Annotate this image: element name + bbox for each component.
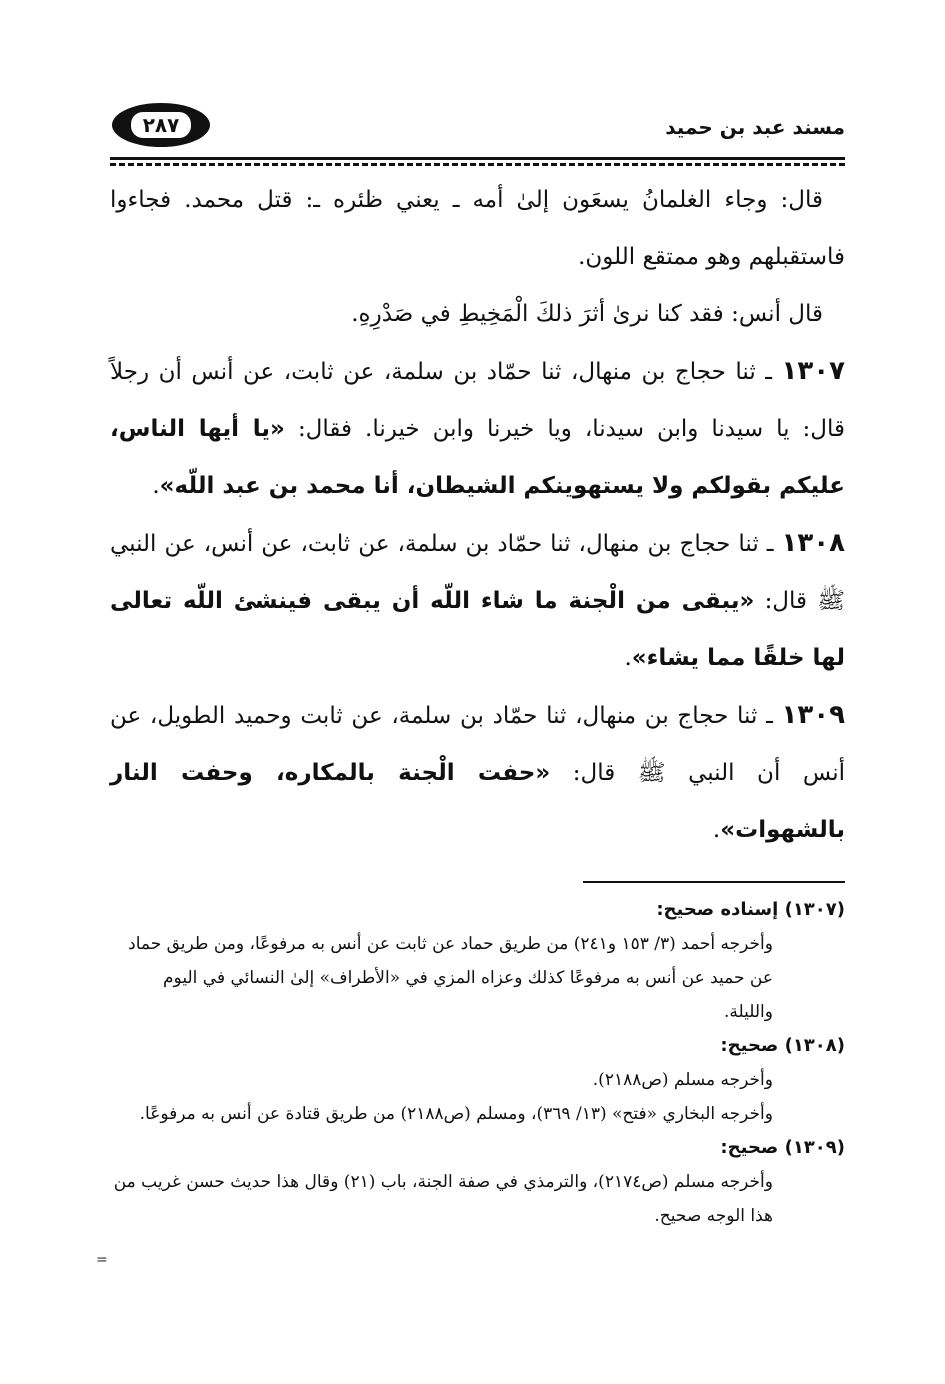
footnote-line: وأخرجه البخاري «فتح» (١٣/ ٣٦٩)، ومسلم (ص٢١٨٨) من طريق قتادة عن أنس به مرفوعًا. [139,1104,773,1124]
hadith-end: . [712,817,721,843]
hadith-end: . [624,645,632,671]
footnote-heading: (١٣٠٩) صحيح: [720,1137,845,1158]
hadith-quote: «حفت الْجنة بالمكاره، وحفت النار بالشهوات» [110,760,845,843]
hadith-chain: ـ ثنا حجاج بن منهال، ثنا حمّاد بن سلمة، عن ثابت، عن أنس أن رجلاً قال: يا سيدنا وابن سيدنا، ويا خيرنا وابن خيرنا. فقال: [110,359,845,442]
hadith-1308 [110,515,845,687]
hadith-number: ١٣٠٨ [781,528,845,558]
footnote-line: وأخرجه مسلم (ص٢١٨٨). [592,1070,773,1090]
main-text [110,172,845,859]
hadith-number: ١٣٠٩ [781,700,846,730]
hadith-chain: ـ ثنا حجاج بن منهال، ثنا حمّاد بن سلمة، عن ثابت، عن أنس، عن النبي ﷺ قال: [110,531,845,614]
book-title: مسند عبد بن حميد [665,115,845,139]
footnote-separator [583,881,845,883]
paragraph: قال أنس: فقد كنا نرىٰ أثرَ ذلكَ الْمَخِيطِ في صَدْرِهِ. [351,301,823,327]
footnote-heading: (١٣٠٨) صحيح: [720,1035,845,1056]
page [110,95,845,1233]
footnote-heading: (١٣٠٧) إسناده صحيح: [656,899,845,920]
hadith-quote: «يبقى من الْجنة ما شاء اللّه أن يبقى فينشئ اللّه تعالى لها خلقًا مما يشاء» [110,588,845,671]
footnote-line: وأخرجه أحمد (٣/ ١٥٣ و٢٤١) من طريق حماد عن ثابت عن أنس به مرفوعًا، ومن طريق حماد عن حميد عن أنس به مرفوعًا كذلك وعزاه المزي في «الأطراف» إلىٰ النسائي في اليوم والليلة. [128,934,773,1022]
header-dashed-rule [110,163,845,166]
hadith-chain: ـ ثنا حجاج بن منهال، ثنا حمّاد بن سلمة، عن ثابت وحميد الطويل، عن أنس أن النبي ﷺ قال: [110,703,845,786]
page-number: ٢٨٧ [131,112,192,138]
hadith-number: ١٣٠٧ [781,356,845,386]
footnote-line: وأخرجه مسلم (ص٢١٧٤)، والترمذي في صفة الجنة، باب (٢١) وقال هذا حديث حسن غريب من هذا الوجه صحيح. [113,1172,773,1226]
paragraph: قال: وجاء الغلمانُ يسعَون إلىٰ أمه ـ يعني ظئره ـ: قتل محمد. فجاءوا فاستقبلهم وهو ممتقع اللون. [110,187,845,270]
hadith-quote: «يا أيها الناس، عليكم بقولكم ولا يستهوينكم الشيطان، أنا محمد بن عبد اللّه» [110,416,845,499]
margin-mark: = [96,1252,108,1268]
hadith-1307 [110,343,845,515]
hadith-end: . [152,473,160,499]
footnotes [110,893,845,1233]
page-header [110,95,845,155]
header-rule [110,157,845,160]
page-number-badge [112,103,210,147]
hadith-1309 [110,687,845,859]
